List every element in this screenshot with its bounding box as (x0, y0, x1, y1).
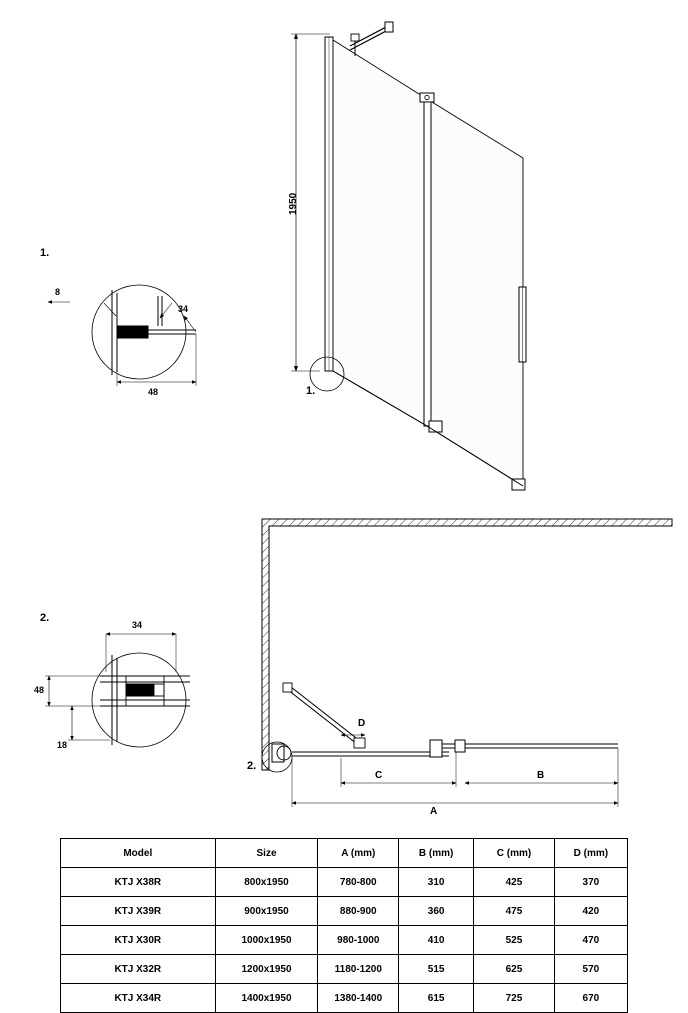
detail1-dim-thickness: 8 (55, 287, 61, 297)
cell-model: KTJ X30R (61, 926, 216, 955)
table-header-b: B (mm) (399, 839, 474, 868)
cell-d: 370 (554, 868, 627, 897)
table-header-size: Size (215, 839, 318, 868)
cell-model: KTJ X39R (61, 897, 216, 926)
top-view-dim-d: D (358, 718, 366, 729)
detail2-dim-left-upper: 48 (34, 685, 45, 695)
cell-size: 900x1950 (215, 897, 318, 926)
cell-c: 625 (474, 955, 555, 984)
cell-b: 615 (399, 984, 474, 1013)
cell-a: 980-1000 (318, 926, 399, 955)
detail2-dim-left-lower: 18 (57, 740, 68, 750)
table-header-a: A (mm) (318, 839, 399, 868)
cell-b: 515 (399, 955, 474, 984)
cell-size: 800x1950 (215, 868, 318, 897)
cell-a: 1180-1200 (318, 955, 399, 984)
callout-marker-2: 2. (40, 612, 50, 624)
cell-size: 1200x1950 (215, 955, 318, 984)
detail1-dim-width: 48 (148, 387, 159, 397)
cell-d: 670 (554, 984, 627, 1013)
detail2-dim-top: 34 (132, 620, 143, 630)
cell-c: 475 (474, 897, 555, 926)
table-row (61, 868, 628, 897)
cell-model: KTJ X32R (61, 955, 216, 984)
top-view-dim-a: A (430, 806, 438, 817)
top-view-dim-c: C (375, 770, 383, 781)
cell-size: 1400x1950 (215, 984, 318, 1013)
table-row (61, 984, 628, 1013)
cell-d: 420 (554, 897, 627, 926)
cell-model: KTJ X38R (61, 868, 216, 897)
table-row (61, 897, 628, 926)
table-header-d: D (mm) (554, 839, 627, 868)
detail1-dim-offset: 34 (178, 304, 189, 314)
cell-model: KTJ X34R (61, 984, 216, 1013)
cell-b: 310 (399, 868, 474, 897)
cell-a: 880-900 (318, 897, 399, 926)
cell-d: 470 (554, 926, 627, 955)
cell-c: 425 (474, 868, 555, 897)
table-header-row (61, 839, 628, 868)
front-view-detail-marker-1: 1. (306, 385, 316, 397)
cell-c: 525 (474, 926, 555, 955)
front-view-height-dimension: 1950 (288, 192, 299, 215)
callout-marker-1: 1. (40, 247, 50, 259)
table-header-c: C (mm) (474, 839, 555, 868)
cell-b: 410 (399, 926, 474, 955)
cell-d: 570 (554, 955, 627, 984)
cell-size: 1000x1950 (215, 926, 318, 955)
table-row (61, 926, 628, 955)
cell-a: 1380-1400 (318, 984, 399, 1013)
cell-a: 780-800 (318, 868, 399, 897)
table-header-model: Model (61, 839, 216, 868)
specification-table (60, 838, 628, 1013)
top-view-dim-b: B (537, 770, 545, 781)
table-row (61, 955, 628, 984)
cell-b: 360 (399, 897, 474, 926)
cell-c: 725 (474, 984, 555, 1013)
top-view-detail-marker-2: 2. (247, 760, 257, 772)
